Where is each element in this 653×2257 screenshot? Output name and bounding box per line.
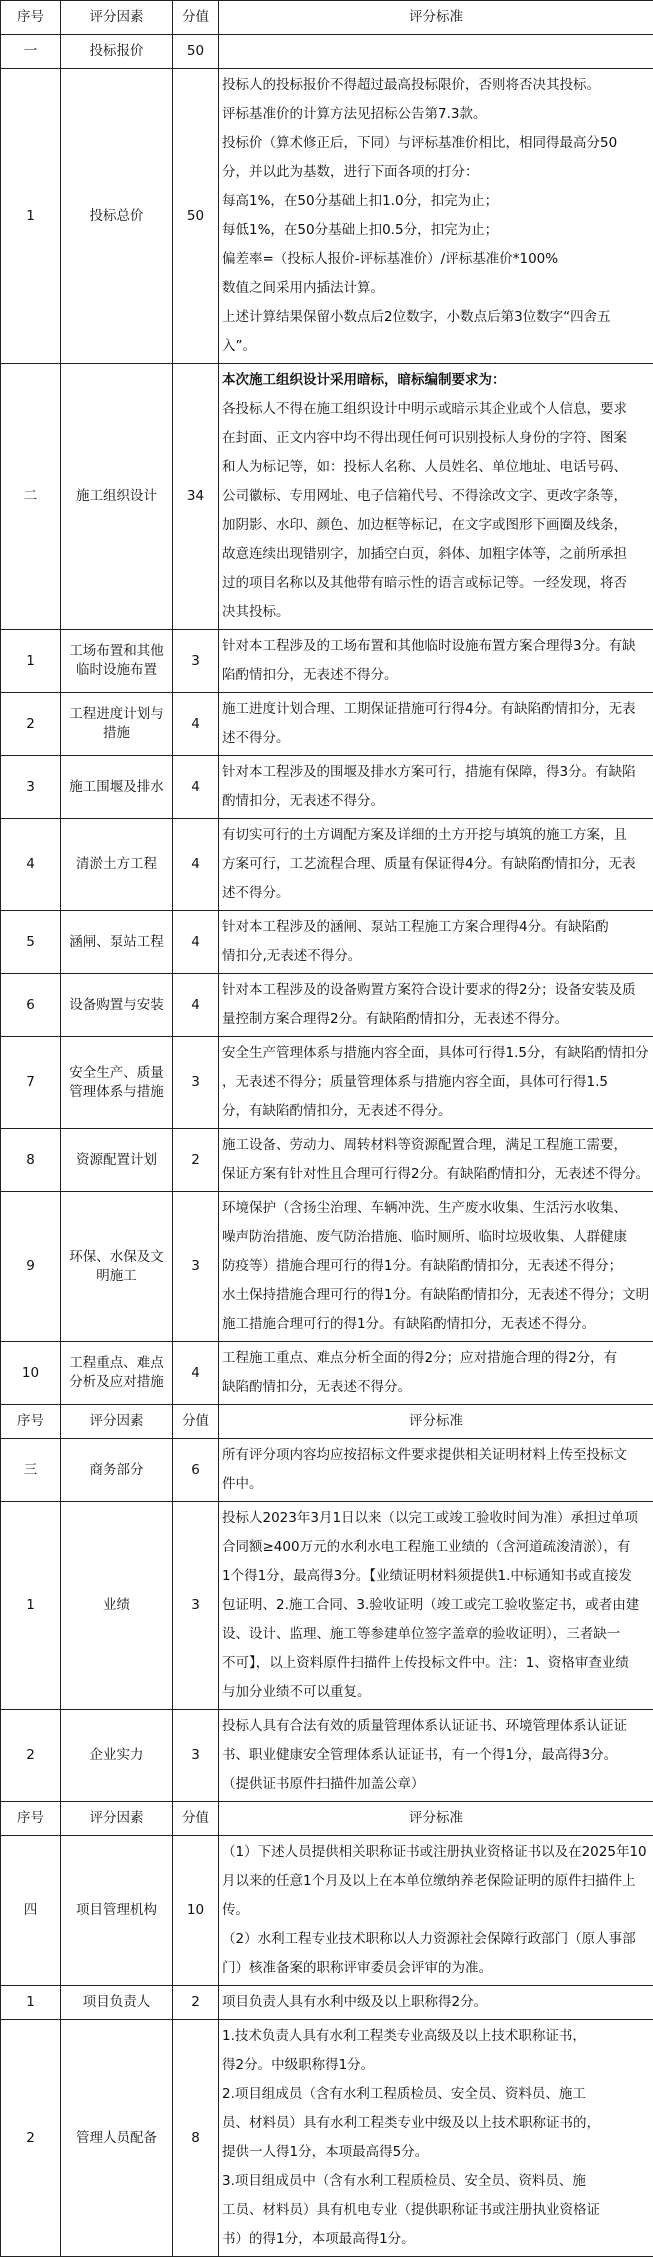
- scoring-criteria-cell: [219, 693, 653, 756]
- score-value-cell: 2: [173, 1986, 219, 2020]
- table-row: [1, 630, 653, 693]
- scoring-criteria-cell: [219, 630, 653, 693]
- row-number-cell: 8: [1, 1129, 61, 1192]
- table-row: [1, 1129, 653, 1192]
- row-number-cell: 三: [1, 1439, 61, 1502]
- row-number-cell: 10: [1, 1342, 61, 1405]
- criteria-line: 合同额≥400万元的水利水电工程施工业绩的（含河道疏浚清淤），有: [222, 1533, 650, 1562]
- table-section-row: [1, 35, 653, 69]
- criteria-line: 过的项目名称以及其他带有暗示性的语言或标记等。一经发现，将否: [222, 569, 650, 598]
- criteria-line: 分，并以此为基数，进行下面各项的打分：: [222, 158, 650, 187]
- criteria-line: 方案可行，工艺流程合理、质量有保证得4分。有缺陷酌情扣分，无表: [222, 850, 650, 879]
- row-number-cell: 3: [1, 756, 61, 819]
- criteria-line: 分，有缺陷酌情扣分，无表述不得分。: [222, 1097, 650, 1126]
- table-header-row: [1, 1802, 653, 1836]
- criteria-line: 不可】，以上资料原件扫描件上传投标文件中。注：1、资格审查业绩: [222, 1649, 650, 1678]
- criteria-line: 故意连续出现错别字，加插空白页，斜体、加粗字体等，之前所承担: [222, 540, 650, 569]
- score-value-cell: 4: [173, 974, 219, 1037]
- criteria-line: 设、设计、监理、施工等参建单位签字盖章的验收证明），三者缺一: [222, 1620, 650, 1649]
- table-row: [1, 819, 653, 911]
- row-number-cell: 2: [1, 693, 61, 756]
- criteria-line: 有切实可行的土方调配方案及详细的土方开挖与填筑的施工方案，且: [222, 821, 650, 850]
- table-section-row: [1, 364, 653, 630]
- row-number-cell: 四: [1, 1836, 61, 1986]
- criteria-line: 本次施工组织设计采用暗标，暗标编制要求为：: [222, 366, 650, 395]
- scoring-factor-cell: 评分因素: [61, 1802, 173, 1836]
- scoring-factor-cell: 环保、水保及文明施工: [61, 1192, 173, 1342]
- criteria-line: 公司徽标、专用网址、电子信箱代号、不得涂改文字、更改字条等，: [222, 482, 650, 511]
- score-value-cell: 4: [173, 693, 219, 756]
- scoring-factor-cell: 管理人员配备: [61, 2020, 173, 2257]
- row-number-cell: 7: [1, 1037, 61, 1129]
- table-row: [1, 1710, 653, 1802]
- scoring-factor-cell: 工程重点、难点分析及应对措施: [61, 1342, 173, 1405]
- criteria-line: 噪声防治措施、废气防治措施、临时厕所、临时垃圾收集、人群健康: [222, 1223, 650, 1252]
- row-number-cell: 4: [1, 819, 61, 911]
- score-value-cell: 34: [173, 364, 219, 630]
- criteria-line: 和人为标记等，如：投标人名称、人员姓名、单位地址、电话号码、: [222, 453, 650, 482]
- criteria-line: 安全生产管理体系与措施内容全面，具体可行得1.5分，有缺陷酌情扣分: [222, 1039, 650, 1068]
- criteria-line: 1个得1分，最高得3分。【业绩证明材料须提供1.中标通知书或直接发: [222, 1562, 650, 1591]
- table-row: [1, 1192, 653, 1342]
- score-value-cell: 2: [173, 1129, 219, 1192]
- row-number-cell: 2: [1, 1710, 61, 1802]
- criteria-line: ，无表述不得分；质量管理体系与措施内容全面，具体可行得1.5: [222, 1068, 650, 1097]
- score-value-cell: 分值: [173, 1, 219, 35]
- scoring-criteria-cell: [219, 1802, 653, 1836]
- scoring-factor-cell: 业绩: [61, 1502, 173, 1710]
- row-number-cell: 序号: [1, 1, 61, 35]
- criteria-line: 与加分业绩不可以重复。: [222, 1678, 650, 1707]
- row-number-cell: 一: [1, 35, 61, 69]
- criteria-line: 施工进度计划合理、工期保证措施可行得4分。有缺陷酌情扣分，无表: [222, 695, 650, 724]
- scoring-factor-cell: 企业实力: [61, 1710, 173, 1802]
- scoring-criteria-cell: [219, 69, 653, 364]
- score-value-cell: 10: [173, 1836, 219, 1986]
- criteria-line: 投标人2023年3月1日以来（以完工或竣工验收时间为准）承担过单项: [222, 1504, 650, 1533]
- criteria-line: 项目负责人具有水利中级及以上职称得2分。: [222, 1988, 650, 2017]
- scoring-factor-cell: 投标总价: [61, 69, 173, 364]
- criteria-line: 评分标准: [222, 1804, 650, 1833]
- scoring-criteria-cell: [219, 1, 653, 35]
- score-value-cell: 3: [173, 1037, 219, 1129]
- scoring-factor-cell: 施工组织设计: [61, 364, 173, 630]
- criteria-line: 书、职业健康安全管理体系认证证书，有一个得1分，最高得3分。: [222, 1741, 650, 1770]
- criteria-line: 防疫等）措施合理可行的得1分。有缺陷酌情扣分，无表述不得分；: [222, 1252, 650, 1281]
- table-header-row: [1, 1, 653, 35]
- scoring-criteria-cell: [219, 1439, 653, 1502]
- row-number-cell: 序号: [1, 1405, 61, 1439]
- criteria-line: 工员、材料员）具有机电专业（提供职称证书或注册执业资格证: [222, 2196, 650, 2225]
- criteria-line: 月以来的任意1个月及以上在本单位缴纳养老保险证明的原件扫描件上: [222, 1867, 650, 1896]
- criteria-line: 每高1%，在50分基础上扣1.0分，扣完为止；: [222, 187, 650, 216]
- criteria-line: 量控制方案合理得2分。有缺陷酌情扣分，无表述不得分。: [222, 1005, 650, 1034]
- criteria-line: 述不得分。: [222, 879, 650, 908]
- scoring-factor-cell: 项目负责人: [61, 1986, 173, 2020]
- criteria-line: （2）水利工程专业技术职称以人力资源社会保障行政部门（原人事部: [222, 1925, 650, 1954]
- table-row: [1, 69, 653, 364]
- scoring-criteria-cell: [219, 756, 653, 819]
- criteria-line: 投标价（算术修正后，下同）与评标基准价相比，相同得最高分50: [222, 129, 650, 158]
- row-number-cell: 1: [1, 1502, 61, 1710]
- criteria-line: 书）的得1分，本项最高得1分。: [222, 2225, 650, 2254]
- criteria-line: （1）下述人员提供相关职称证书或注册执业资格证书以及在2025年10: [222, 1838, 650, 1867]
- criteria-line: 工程施工重点、难点分析全面的得2分；应对措施合理的得2分，有: [222, 1344, 650, 1373]
- criteria-line: 投标人的投标报价不得超过最高投标限价，否则将否决其投标。: [222, 71, 650, 100]
- criteria-line: 门）核准备案的职称评审委员会评审的为准。: [222, 1954, 650, 1983]
- table-row: [1, 2020, 653, 2257]
- criteria-line: 件中。: [222, 1470, 650, 1499]
- table-row: [1, 1986, 653, 2020]
- row-number-cell: 6: [1, 974, 61, 1037]
- scoring-criteria-cell: [219, 1405, 653, 1439]
- scoring-criteria-cell: [219, 1986, 653, 2020]
- score-value-cell: 6: [173, 1439, 219, 1502]
- scoring-factor-cell: 安全生产、质量管理体系与措施: [61, 1037, 173, 1129]
- scoring-criteria-cell: [219, 819, 653, 911]
- scoring-table-body: [1, 1, 653, 2257]
- row-number-cell: 序号: [1, 1802, 61, 1836]
- table-row: [1, 911, 653, 974]
- scoring-factor-cell: 评分因素: [61, 1, 173, 35]
- criteria-line: 加阴影、水印、颜色、加边框等标记，在文字或图形下画圈及线条，: [222, 511, 650, 540]
- criteria-line: 得2分。中级职称得1分。: [222, 2051, 650, 2080]
- criteria-line: 酌情扣分，无表述不得分。: [222, 787, 650, 816]
- criteria-line: 各投标人不得在施工组织设计中明示或暗示其企业或个人信息，要求: [222, 395, 650, 424]
- scoring-factor-cell: 施工围堰及排水: [61, 756, 173, 819]
- table-row: [1, 756, 653, 819]
- criteria-line: 针对本工程涉及的涵闸、泵站工程施工方案合理得4分。有缺陷酌: [222, 913, 650, 942]
- row-number-cell: 1: [1, 69, 61, 364]
- score-value-cell: 50: [173, 35, 219, 69]
- table-header-row: [1, 1405, 653, 1439]
- criteria-line: 环境保护（含扬尘治理、车辆冲洗、生产废水收集、生活污水收集、: [222, 1194, 650, 1223]
- score-value-cell: 分值: [173, 1802, 219, 1836]
- scoring-criteria-cell: [219, 2020, 653, 2257]
- criteria-line: 每低1%，在50分基础上扣0.5分，扣完为止；: [222, 216, 650, 245]
- scoring-factor-cell: 清淤土方工程: [61, 819, 173, 911]
- scoring-factor-cell: 设备购置与安装: [61, 974, 173, 1037]
- criteria-line: 决其投标。: [222, 598, 650, 627]
- row-number-cell: 2: [1, 2020, 61, 2257]
- scoring-factor-cell: 工场布置和其他临时设施布置: [61, 630, 173, 693]
- score-value-cell: 8: [173, 2020, 219, 2257]
- score-value-cell: 3: [173, 1192, 219, 1342]
- criteria-line: 包证明、2.施工合同、3.验收证明（竣工或完工验收鉴定书，或者由建: [222, 1591, 650, 1620]
- criteria-line: 陷酌情扣分，无表述不得分。: [222, 661, 650, 690]
- scoring-factor-cell: 评分因素: [61, 1405, 173, 1439]
- criteria-line: 上述计算结果保留小数点后2位数字，小数点后第3位数字“四舍五: [222, 303, 650, 332]
- criteria-line: 提供一人得1分，本项最高得5分。: [222, 2138, 650, 2167]
- scoring-criteria-cell: [219, 35, 653, 69]
- criteria-line: 针对本工程涉及的设备购置方案符合设计要求的得2分；设备安装及质: [222, 976, 650, 1005]
- criteria-line: 情扣分,无表述不得分。: [222, 942, 650, 971]
- criteria-line: 针对本工程涉及的工场布置和其他临时设施布置方案合理得3分。有缺: [222, 632, 650, 661]
- scoring-factor-cell: 项目管理机构: [61, 1836, 173, 1986]
- criteria-line: 评分标准: [222, 1407, 650, 1436]
- row-number-cell: 1: [1, 1986, 61, 2020]
- table-row: [1, 1037, 653, 1129]
- scoring-factor-cell: 工程进度计划与措施: [61, 693, 173, 756]
- criteria-line: 评标基准价的计算方法见招标公告第7.3款。: [222, 100, 650, 129]
- criteria-line: 水土保持措施合理可行的得1分。有缺陷酌情扣分，无表述不得分；文明: [222, 1281, 650, 1310]
- criteria-line: 偏差率=（投标人报价-评标基准价）/评标基准价*100%: [222, 245, 650, 274]
- scoring-criteria-cell: [219, 364, 653, 630]
- scoring-criteria-cell: [219, 1342, 653, 1405]
- table-section-row: [1, 1836, 653, 1986]
- scoring-factor-cell: 商务部分: [61, 1439, 173, 1502]
- score-value-cell: 4: [173, 819, 219, 911]
- scoring-criteria-cell: [219, 974, 653, 1037]
- scoring-factor-cell: 投标报价: [61, 35, 173, 69]
- table-row: [1, 974, 653, 1037]
- score-value-cell: 4: [173, 911, 219, 974]
- criteria-line: 保证方案有针对性且合理可行得2分。有缺陷酌情扣分，无表述不得分。: [222, 1160, 650, 1189]
- scoring-factor-cell: 资源配置计划: [61, 1129, 173, 1192]
- criteria-line: 施工措施合理可行的得1分。有缺陷酌情扣分，无表述不得分。: [222, 1310, 650, 1339]
- table-row: [1, 1342, 653, 1405]
- criteria-line: 所有评分项内容均应按招标文件要求提供相关证明材料上传至投标文: [222, 1441, 650, 1470]
- score-value-cell: 50: [173, 69, 219, 364]
- row-number-cell: 1: [1, 630, 61, 693]
- criteria-line: 在封面、正文内容中均不得出现任何可识别投标人身份的字符、图案: [222, 424, 650, 453]
- criteria-line: 员、材料员）具有水利工程类专业中级及以上技术职称证书的，: [222, 2109, 650, 2138]
- row-number-cell: 二: [1, 364, 61, 630]
- criteria-line: 评分标准: [222, 3, 650, 32]
- scoring-criteria-cell: [219, 1037, 653, 1129]
- criteria-line: 2.项目组成员（含有水利工程质检员、安全员、资料员、施工: [222, 2080, 650, 2109]
- table-row: [1, 693, 653, 756]
- score-value-cell: 3: [173, 630, 219, 693]
- criteria-line: 缺陷酌情扣分，无表述不得分。: [222, 1373, 650, 1402]
- score-value-cell: 分值: [173, 1405, 219, 1439]
- scoring-criteria-cell: [219, 1192, 653, 1342]
- row-number-cell: 9: [1, 1192, 61, 1342]
- score-value-cell: 4: [173, 1342, 219, 1405]
- criteria-line: 述不得分。: [222, 724, 650, 753]
- table-row: [1, 1502, 653, 1710]
- score-value-cell: 3: [173, 1502, 219, 1710]
- criteria-line: （提供证书原件扫描件加盖公章）: [222, 1770, 650, 1799]
- criteria-line: 针对本工程涉及的围堰及排水方案可行，措施有保障，得3分。有缺陷: [222, 758, 650, 787]
- scoring-criteria-cell: [219, 1129, 653, 1192]
- table-section-row: [1, 1439, 653, 1502]
- criteria-line: 投标人具有合法有效的质量管理体系认证证书、环境管理体系认证证: [222, 1712, 650, 1741]
- criteria-line: 传。: [222, 1896, 650, 1925]
- scoring-criteria-cell: [219, 1836, 653, 1986]
- scoring-criteria-cell: [219, 1710, 653, 1802]
- row-number-cell: 5: [1, 911, 61, 974]
- scoring-criteria-cell: [219, 911, 653, 974]
- scoring-criteria-cell: [219, 1502, 653, 1710]
- score-value-cell: 3: [173, 1710, 219, 1802]
- score-value-cell: 4: [173, 756, 219, 819]
- criteria-line: 1.技术负责人具有水利工程类专业高级及以上技术职称证书，: [222, 2022, 650, 2051]
- scoring-factor-cell: 涵闸、泵站工程: [61, 911, 173, 974]
- criteria-line: 施工设备、劳动力、周转材料等资源配置合理，满足工程施工需要，: [222, 1131, 650, 1160]
- criteria-line: 入”。: [222, 332, 650, 361]
- criteria-line: 3.项目组成员中（含有水利工程质检员、安全员、资料员、施: [222, 2167, 650, 2196]
- criteria-line: 数值之间采用内插法计算。: [222, 274, 650, 303]
